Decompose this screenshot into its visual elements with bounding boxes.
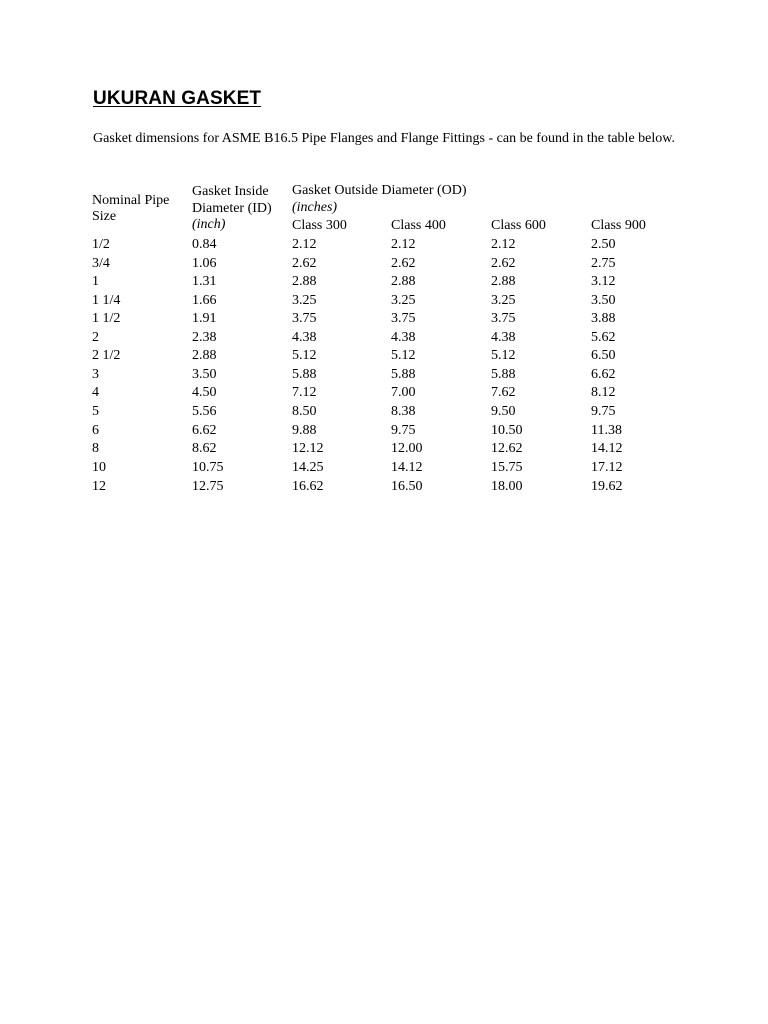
cell-class-600: 7.62: [491, 385, 516, 400]
cell-inside-diameter: 4.50: [192, 385, 217, 400]
header-class-400: Class 400: [391, 218, 446, 233]
cell-class-600: 10.50: [491, 423, 523, 438]
cell-nominal-size: 8: [92, 441, 99, 456]
cell-class-400: 5.88: [391, 367, 416, 382]
cell-nominal-size: 12: [92, 479, 106, 494]
cell-class-400: 3.25: [391, 293, 416, 308]
cell-inside-diameter: 2.88: [192, 348, 217, 363]
cell-class-600: 9.50: [491, 404, 516, 419]
cell-class-400: 7.00: [391, 385, 416, 400]
cell-class-300: 14.25: [292, 460, 324, 475]
header-class-600: Class 600: [491, 218, 546, 233]
cell-class-400: 3.75: [391, 311, 416, 326]
cell-nominal-size: 3: [92, 367, 99, 382]
cell-class-900: 9.75: [591, 404, 616, 419]
cell-class-600: 5.88: [491, 367, 516, 382]
cell-class-600: 4.38: [491, 330, 516, 345]
cell-inside-diameter: 10.75: [192, 460, 224, 475]
cell-class-900: 2.75: [591, 256, 616, 271]
cell-class-600: 12.62: [491, 441, 523, 456]
cell-inside-diameter: 2.38: [192, 330, 217, 345]
cell-class-400: 5.12: [391, 348, 416, 363]
cell-class-400: 8.38: [391, 404, 416, 419]
cell-nominal-size: 3/4: [92, 256, 110, 271]
cell-class-900: 17.12: [591, 460, 623, 475]
cell-nominal-size: 10: [92, 460, 106, 475]
header-outside-diameter: Gasket Outside Diameter (OD): [292, 183, 467, 198]
header-class-300: Class 300: [292, 218, 347, 233]
page-title: UKURAN GASKET: [93, 88, 262, 109]
cell-class-600: 2.12: [491, 237, 516, 252]
cell-class-900: 2.50: [591, 237, 616, 252]
cell-nominal-size: 1: [92, 274, 99, 289]
cell-inside-diameter: 12.75: [192, 479, 224, 494]
cell-nominal-size: 5: [92, 404, 99, 419]
cell-inside-diameter: 3.50: [192, 367, 217, 382]
cell-class-900: 5.62: [591, 330, 616, 345]
cell-class-600: 15.75: [491, 460, 523, 475]
cell-class-300: 3.25: [292, 293, 317, 308]
header-class-900: Class 900: [591, 218, 646, 233]
cell-class-600: 3.75: [491, 311, 516, 326]
cell-class-900: 3.12: [591, 274, 616, 289]
cell-class-400: 2.12: [391, 237, 416, 252]
cell-nominal-size: 1 1/4: [92, 293, 121, 308]
cell-class-600: 5.12: [491, 348, 516, 363]
cell-class-400: 16.50: [391, 479, 423, 494]
cell-class-600: 2.88: [491, 274, 516, 289]
intro-paragraph: Gasket dimensions for ASME B16.5 Pipe Flanges and Flange Fittings - can be found in the table below.: [93, 131, 675, 146]
cell-class-300: 16.62: [292, 479, 324, 494]
cell-nominal-size: 1 1/2: [92, 311, 121, 326]
cell-inside-diameter: 6.62: [192, 423, 217, 438]
cell-class-900: 19.62: [591, 479, 623, 494]
cell-inside-diameter: 1.06: [192, 256, 217, 271]
cell-inside-diameter: 1.31: [192, 274, 217, 289]
cell-class-900: 8.12: [591, 385, 616, 400]
cell-class-400: 9.75: [391, 423, 416, 438]
cell-class-600: 2.62: [491, 256, 516, 271]
cell-class-300: 9.88: [292, 423, 317, 438]
cell-class-300: 2.12: [292, 237, 317, 252]
cell-class-300: 2.88: [292, 274, 317, 289]
cell-nominal-size: 2: [92, 330, 99, 345]
cell-nominal-size: 1/2: [92, 237, 110, 252]
cell-class-300: 12.12: [292, 441, 324, 456]
header-outside-diameter-unit: (inches): [292, 200, 338, 215]
cell-class-900: 14.12: [591, 441, 623, 456]
cell-class-900: 3.88: [591, 311, 616, 326]
cell-class-900: 3.50: [591, 293, 616, 308]
cell-class-300: 7.12: [292, 385, 317, 400]
cell-class-400: 14.12: [391, 460, 423, 475]
cell-class-900: 6.50: [591, 348, 616, 363]
header-inside-diameter-unit: (inch): [192, 217, 226, 232]
header-inside-diameter-line2: Diameter (ID): [192, 201, 272, 216]
cell-class-400: 2.62: [391, 256, 416, 271]
cell-class-400: 12.00: [391, 441, 423, 456]
cell-class-900: 6.62: [591, 367, 616, 382]
cell-class-600: 3.25: [491, 293, 516, 308]
cell-class-300: 5.88: [292, 367, 317, 382]
cell-nominal-size: 6: [92, 423, 99, 438]
cell-nominal-size: 4: [92, 385, 99, 400]
cell-class-300: 2.62: [292, 256, 317, 271]
cell-class-400: 2.88: [391, 274, 416, 289]
cell-inside-diameter: 1.66: [192, 293, 217, 308]
cell-class-300: 3.75: [292, 311, 317, 326]
cell-inside-diameter: 5.56: [192, 404, 217, 419]
cell-nominal-size: 2 1/2: [92, 348, 121, 363]
cell-class-300: 8.50: [292, 404, 317, 419]
header-nominal-size-line2: Size: [92, 209, 117, 224]
cell-inside-diameter: 1.91: [192, 311, 217, 326]
header-inside-diameter-line1: Gasket Inside: [192, 184, 269, 199]
header-nominal-size-line1: Nominal Pipe: [92, 193, 170, 208]
cell-class-900: 11.38: [591, 423, 622, 438]
cell-inside-diameter: 8.62: [192, 441, 217, 456]
cell-inside-diameter: 0.84: [192, 237, 217, 252]
cell-class-300: 4.38: [292, 330, 317, 345]
cell-class-400: 4.38: [391, 330, 416, 345]
cell-class-300: 5.12: [292, 348, 317, 363]
cell-class-600: 18.00: [491, 479, 523, 494]
